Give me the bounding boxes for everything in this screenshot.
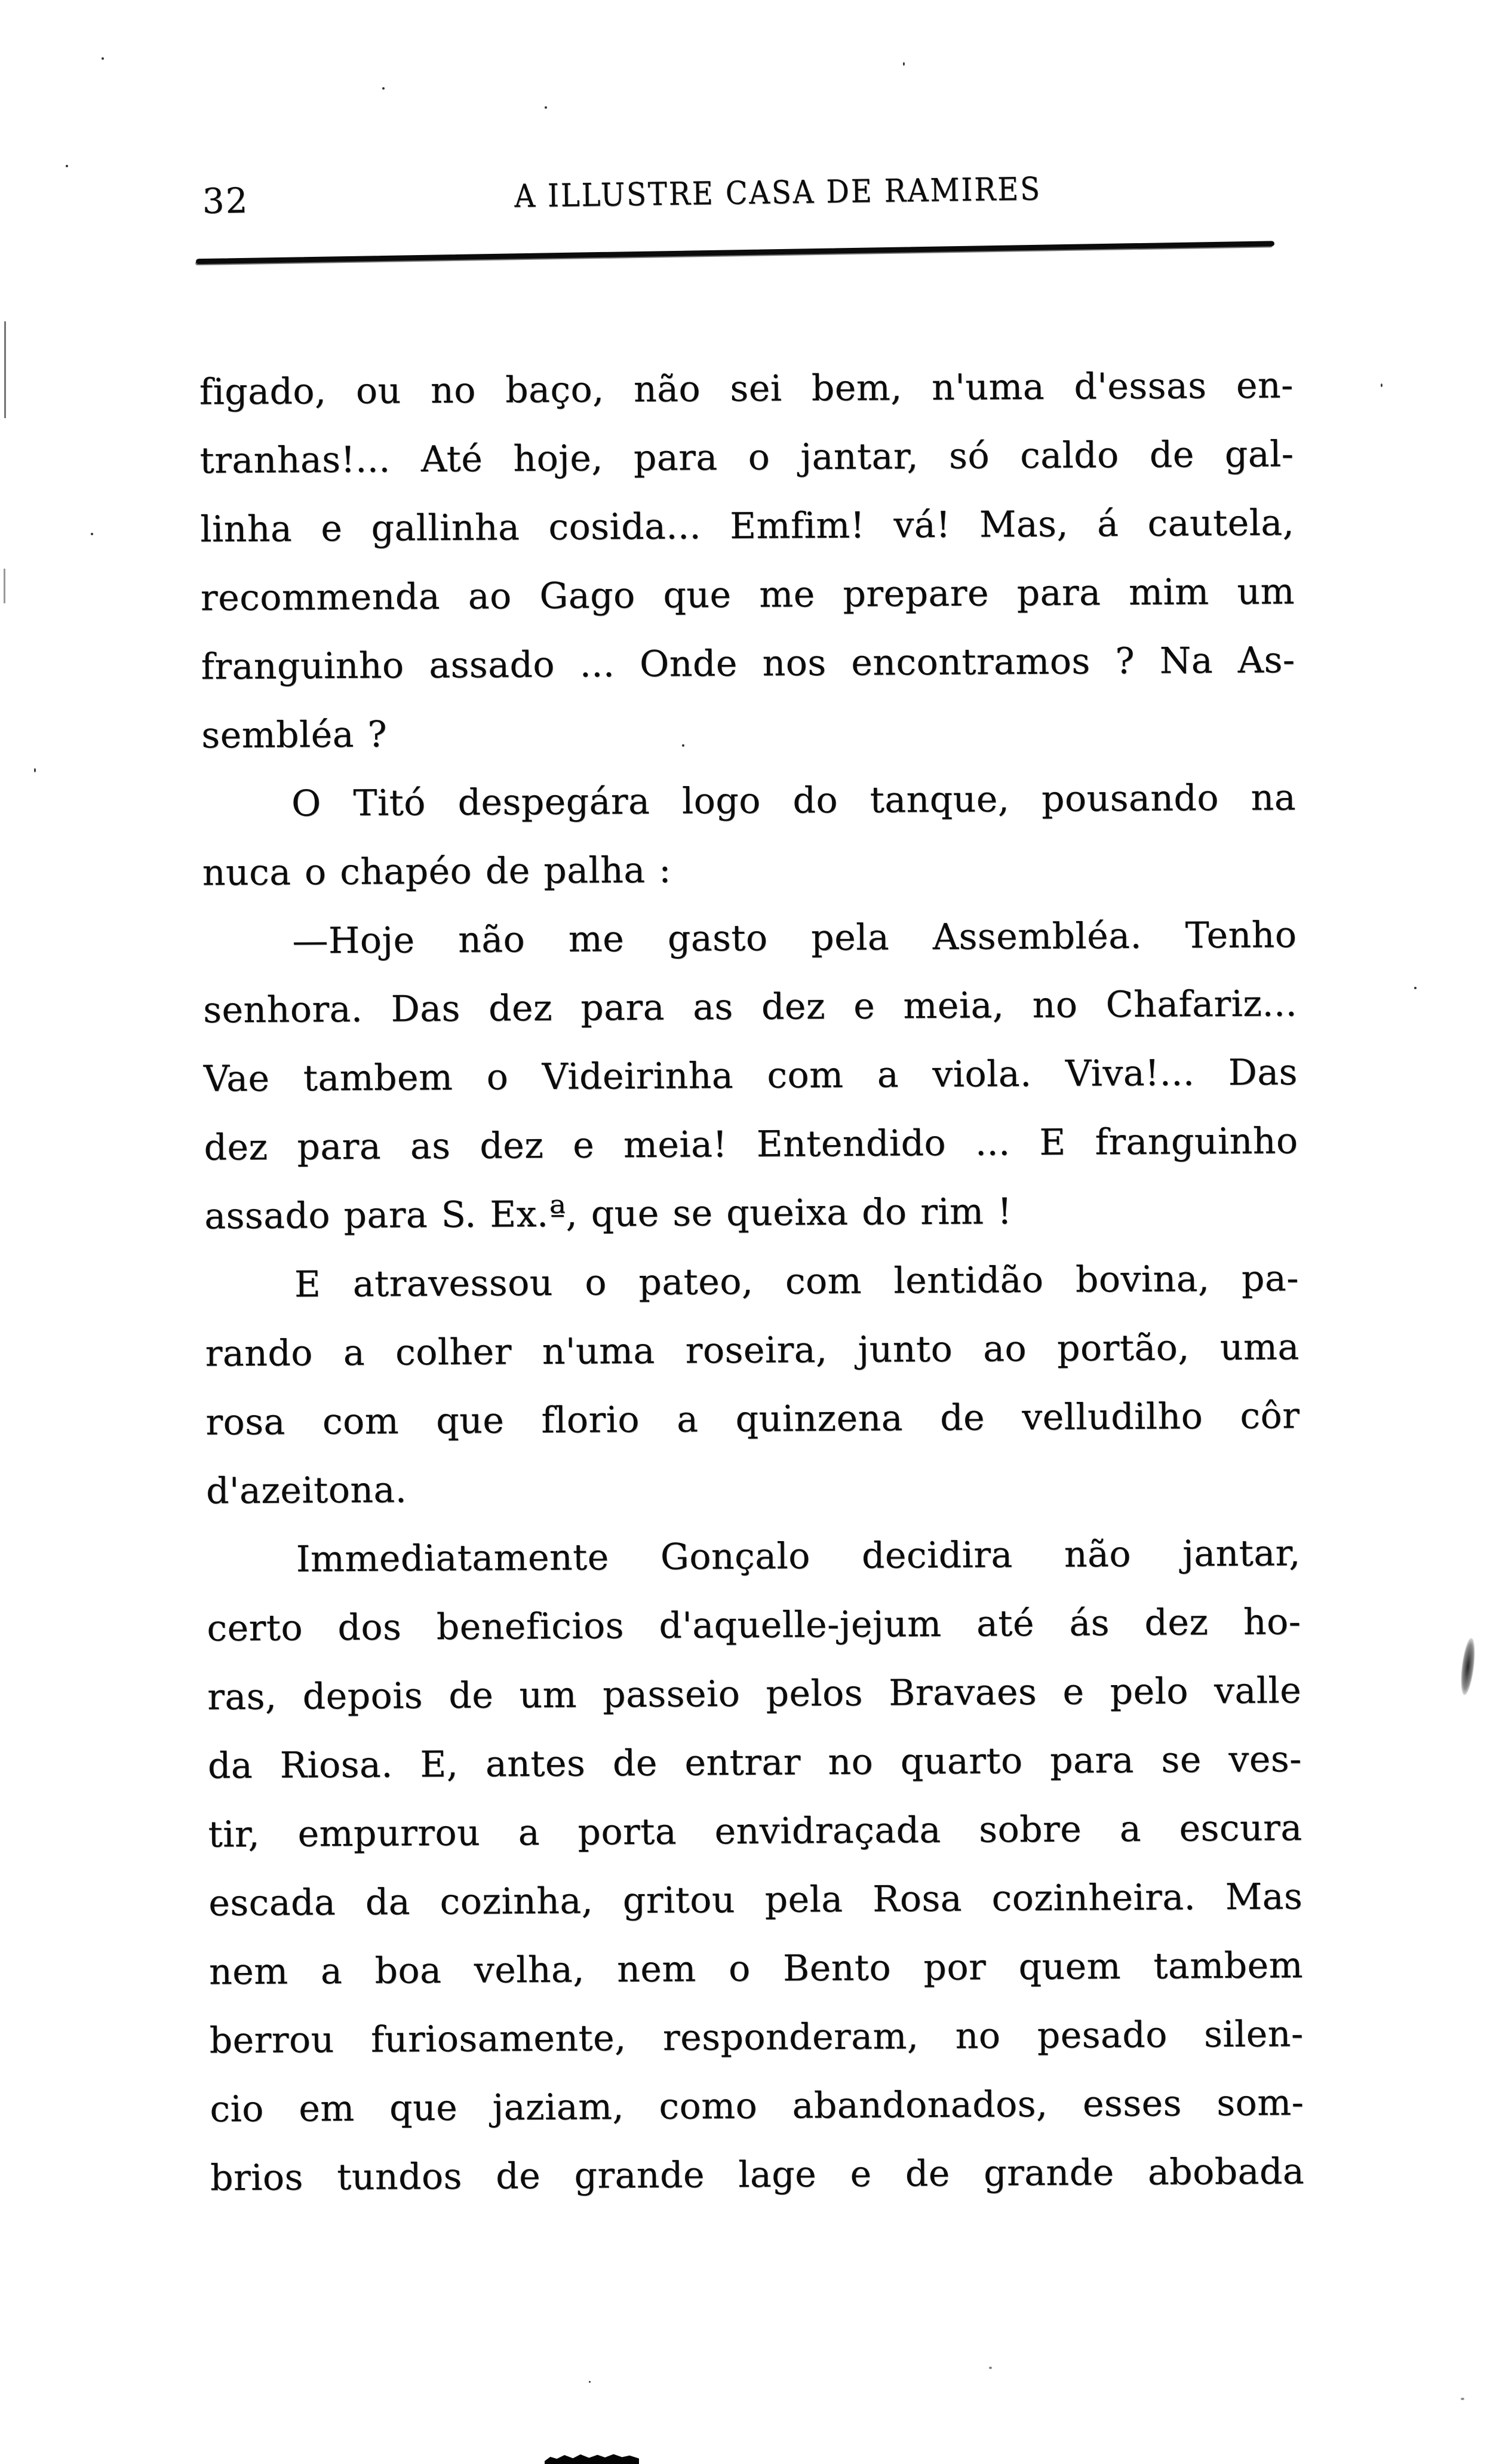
text-line: nuca o chapéo de palha : bbox=[202, 849, 672, 894]
text-line: tir, empurrou a porta envidraçada sobre a escura bbox=[208, 1807, 1302, 1856]
text-line: nem a boa velha, nem o Bento por quem tambem bbox=[208, 1944, 1304, 1993]
text-line: Vae tambem o Videirinha com a viola. Viva!... Das bbox=[203, 1051, 1298, 1100]
scan-speck bbox=[545, 106, 547, 109]
scan-speck bbox=[682, 744, 684, 747]
scan-speck bbox=[34, 768, 36, 772]
text-line: rosa com que florio a quinzena de velludilho côr bbox=[205, 1395, 1300, 1444]
scan-speck bbox=[382, 87, 385, 90]
scan-speck bbox=[66, 165, 68, 167]
scan-speck bbox=[589, 2381, 591, 2383]
text-line: —Hoje não me gasto pela Assembléa. Tenho bbox=[292, 914, 1297, 962]
text-line: escada da cozinha, gritou pela Rosa cozinheira. Mas bbox=[208, 1876, 1303, 1925]
text-line: berrou furiosamente, responderam, no pesado silen- bbox=[209, 2013, 1304, 2062]
scan-speck bbox=[903, 62, 905, 66]
scan-speck bbox=[1381, 383, 1382, 387]
text-line: E atravessou o pateo, com lentidão bovina, pa- bbox=[294, 1257, 1299, 1306]
text-line: figado, ou no baço, não sei bem, n'uma d'essas en- bbox=[199, 364, 1294, 413]
text-line: cio em que jaziam, como abandonados, esses som- bbox=[210, 2082, 1304, 2131]
text-line: dez para as dez e meia! Entendido ... E franguinho bbox=[204, 1120, 1298, 1169]
text-line: tranhas!... Até hoje, para o jantar, só caldo de gal- bbox=[199, 433, 1294, 482]
text-line: franguinho assado ... Onde nos encontramos ? Na As- bbox=[201, 639, 1295, 688]
text-line: certo dos beneficios d'aquelle-jejum até ás dez ho- bbox=[207, 1601, 1301, 1650]
text-line: Immediatamente Gonçalo decidira não jantar, bbox=[296, 1532, 1301, 1581]
scan-speck bbox=[1461, 2398, 1464, 2400]
text-line: da Riosa. E, antes de entrar no quarto para se ves- bbox=[207, 1738, 1302, 1787]
body-text-block bbox=[199, 351, 1305, 2213]
scan-edge-line bbox=[4, 321, 6, 418]
running-title: A ILLUSTRE CASA DE RAMIRES bbox=[514, 170, 1042, 215]
text-line: linha e gallinha cosida... Emfim! vá! Mas, á cautela, bbox=[200, 502, 1295, 551]
scan-speck bbox=[91, 533, 93, 535]
text-line: senhora. Das dez para as dez e meia, no Chafariz... bbox=[203, 983, 1298, 1032]
text-line: O Titó despegára logo do tanque, pousando na bbox=[291, 777, 1296, 825]
scan-speck bbox=[1414, 987, 1417, 989]
scan-speck bbox=[102, 57, 104, 60]
text-line: ras, depois de um passeio pelos Bravaes e pelo valle bbox=[207, 1670, 1302, 1719]
text-line: brios tundos de grande lage e de grande abobada bbox=[210, 2150, 1305, 2199]
scan-speck bbox=[989, 2367, 992, 2369]
text-line: sembléa ? bbox=[201, 713, 388, 757]
running-header bbox=[0, 0, 1483, 282]
text-line: assado para S. Ex.ª, que se queixa do rim ! bbox=[204, 1190, 1012, 1238]
text-line: rando a colher n'uma roseira, junto ao portão, uma bbox=[205, 1326, 1299, 1375]
text-line: recommenda ao Gago que me prepare para mim um bbox=[200, 570, 1295, 619]
scan-edge-line bbox=[4, 569, 5, 603]
text-line: d'azeitona. bbox=[205, 1469, 407, 1512]
page-number: 32 bbox=[202, 180, 250, 222]
header-rule bbox=[196, 241, 1274, 264]
